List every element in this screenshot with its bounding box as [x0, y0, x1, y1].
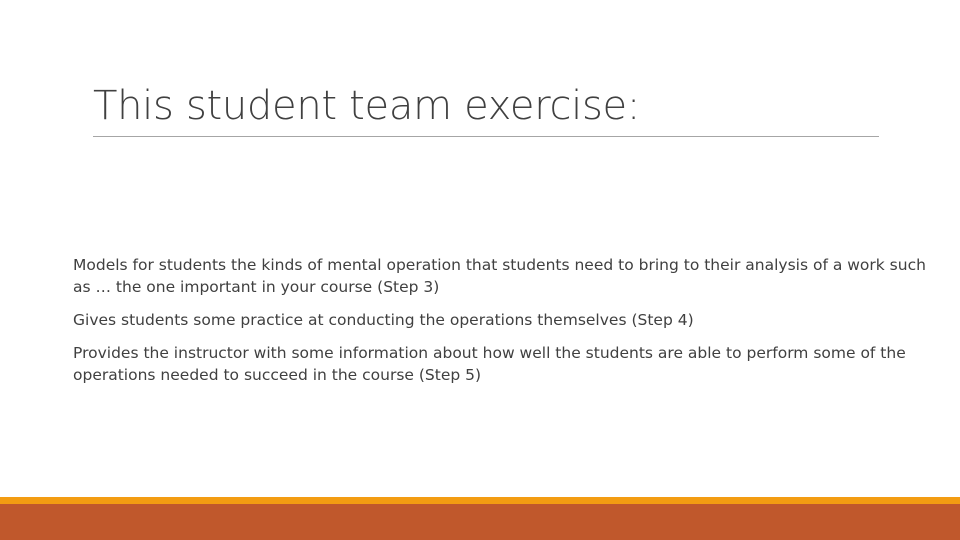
- body-paragraph-3: Provides the instructor with some information about how well the students are able to perform some of the operations needed to succeed in the course (Step 5): [73, 344, 906, 384]
- title-underline: [93, 136, 879, 137]
- slide-body: [73, 254, 933, 397]
- footer-accent-stripe: [0, 497, 960, 504]
- body-paragraph-2: Gives students some practice at conducting the operations themselves (Step 4): [73, 311, 694, 329]
- footer-band: [0, 504, 960, 540]
- body-paragraph-1: Models for students the kinds of mental operation that students need to bring to their analysis of a work such as … the one important in your course (Step 3): [73, 256, 926, 296]
- slide-title: This student team exercise:: [93, 83, 641, 129]
